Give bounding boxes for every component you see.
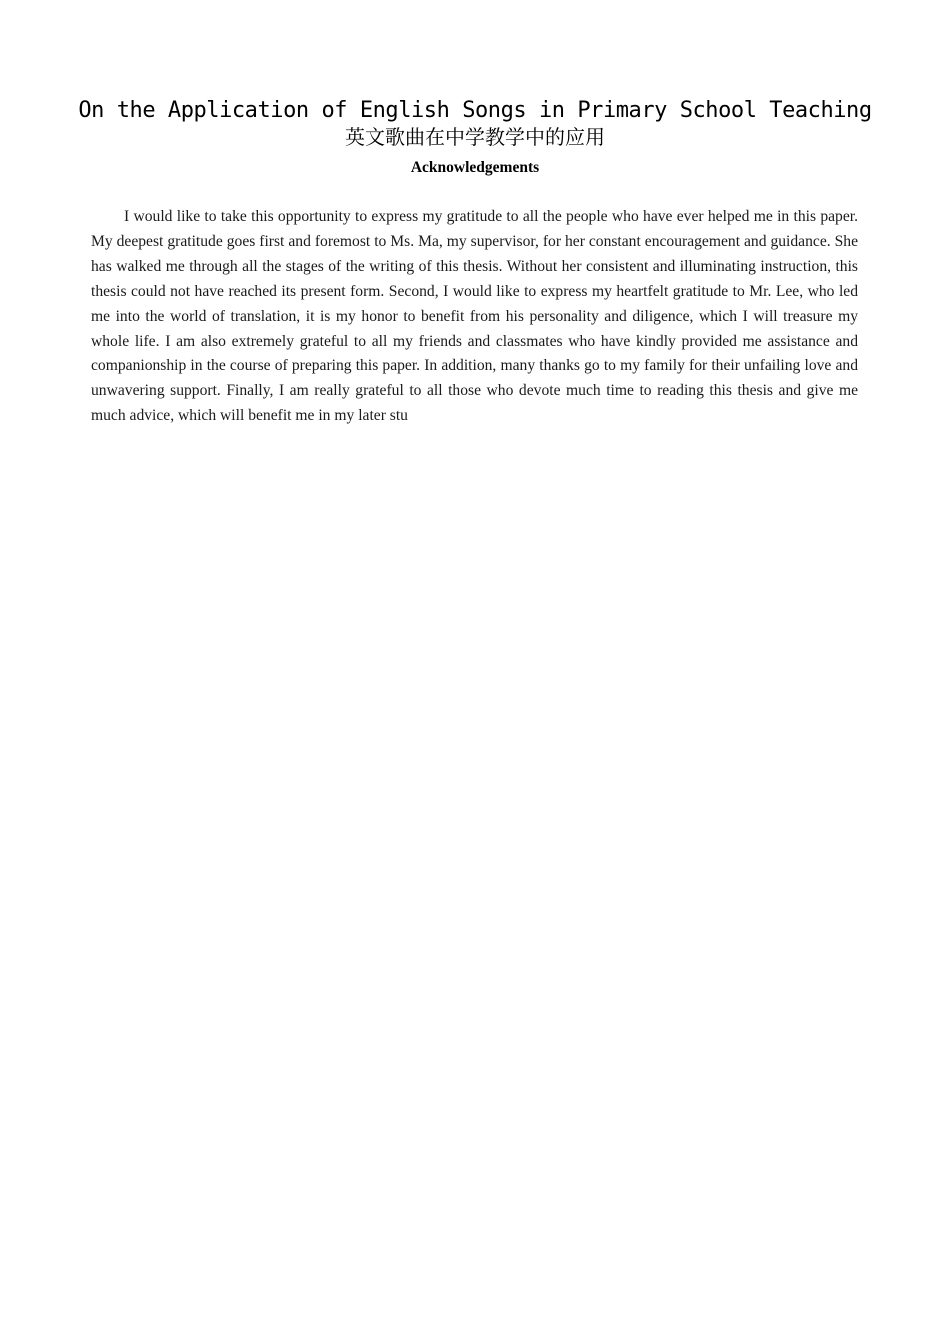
document-title: On the Application of English Songs in Primary School Teaching: [78, 98, 872, 123]
document-subtitle-chinese: 英文歌曲在中学教学中的应用: [345, 125, 605, 149]
section-heading: Acknowledgements: [410, 159, 540, 176]
acknowledgements-paragraph: I would like to take this opportunity to express my gratitude to all the people who have ever helped me in this paper. My deepest gratitude goes first and foremost to Ms. Ma, my supervisor, for her constant encouragement and guidance. She has walked me through all the stages of the writing of this thesis. Without her consistent and illuminating instruction, this thesis could not have reached its present form. Second, I would like to express my heartfelt gratitude to Mr. Lee, who led me into the world of translation, it is my honor to benefit from his personality and diligence, which I will treasure my whole life. I am also extremely grateful to all my friends and classmates who have kindly provided me assistance and companionship in the course of preparing this paper. In addition, many thanks go to my family for their unfailing love and unwavering support. Finally, I am really grateful to all those who devote much time to reading this thesis and give me much advice, which will benefit me in my later stu: [91, 208, 858, 425]
